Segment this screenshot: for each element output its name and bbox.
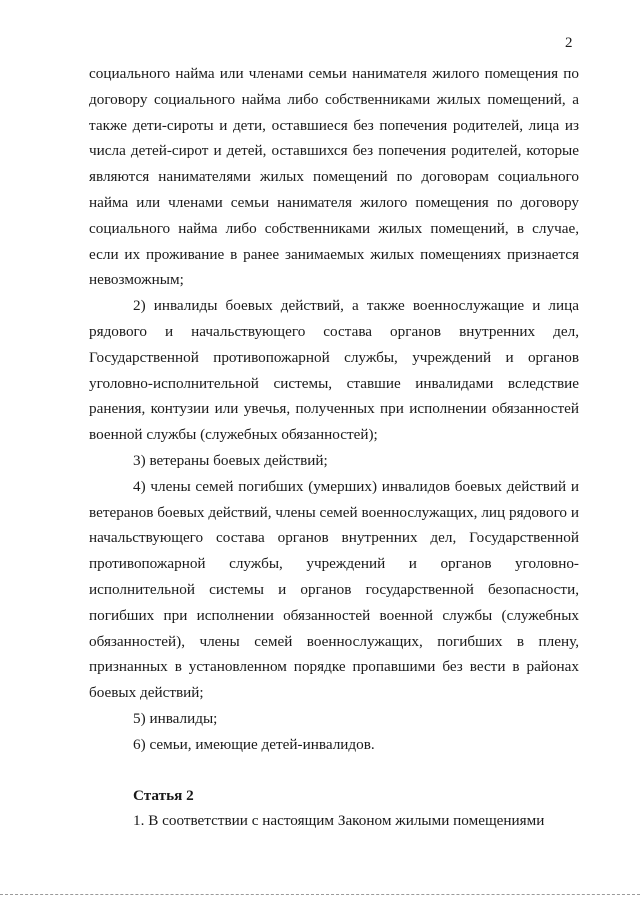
paragraph-item-4: 4) члены семей погибших (умерших) инвалидов боевых действий и ветеранов боевых действий, члены семей военнослужащих, лиц рядового и начальствующего состава органов внутренних дел, Государственной противопожарной службы, учреждений и органов уголовно-исполнительной системы и органов государственной безопасности, погибших при исполнении обязанностей военной службы (служебных обязанностей), члены семей военнослужащих, погибших в плену, признанных в установленном порядке пропавшими без вести в районах боевых действий; xyxy=(89,477,579,702)
document-body xyxy=(89,61,579,834)
page-number: 2 xyxy=(565,35,573,51)
paragraph-continuation: социального найма или членами семьи нанимателя жилого помещения по договору социального найма либо собственниками жилых помещений, а также дети-сироты и дети, оставшиеся без попечения родителей, лица из числа детей-сирот и детей, оставшихся без попечения родителей, которые являются нанимателями жилых помещений по договорам социального найма или членами семьи нанимателя жилого помещения по договору социального найма либо собственниками жилых помещений, в случае, если их проживание в ранее занимаемых жилых помещениях признается невозможным; xyxy=(89,65,579,289)
paragraph-item-2: 2) инвалиды боевых действий, а также военнослужащие и лица рядового и начальствующего состава органов внутренних дел, Государственной противопожарной службы, учреждений и органов уголовно-исполнительной системы, ставшие инвалидами вследствие ранения, контузии или увечья, полученных при исполнении обязанностей военной службы (служебных обязанностей); xyxy=(89,297,579,444)
paragraph-item-5: 5) инвалиды; xyxy=(133,709,218,727)
paragraph-item-6: 6) семьи, имеющие детей-инвалидов. xyxy=(133,735,375,753)
article-first-line: 1. В соответствии с настоящим Законом жилыми помещениями xyxy=(133,812,545,830)
page-bottom-divider xyxy=(0,894,640,895)
article-title: Статья 2 xyxy=(133,786,194,804)
paragraph-item-3: 3) ветераны боевых действий; xyxy=(133,451,328,469)
